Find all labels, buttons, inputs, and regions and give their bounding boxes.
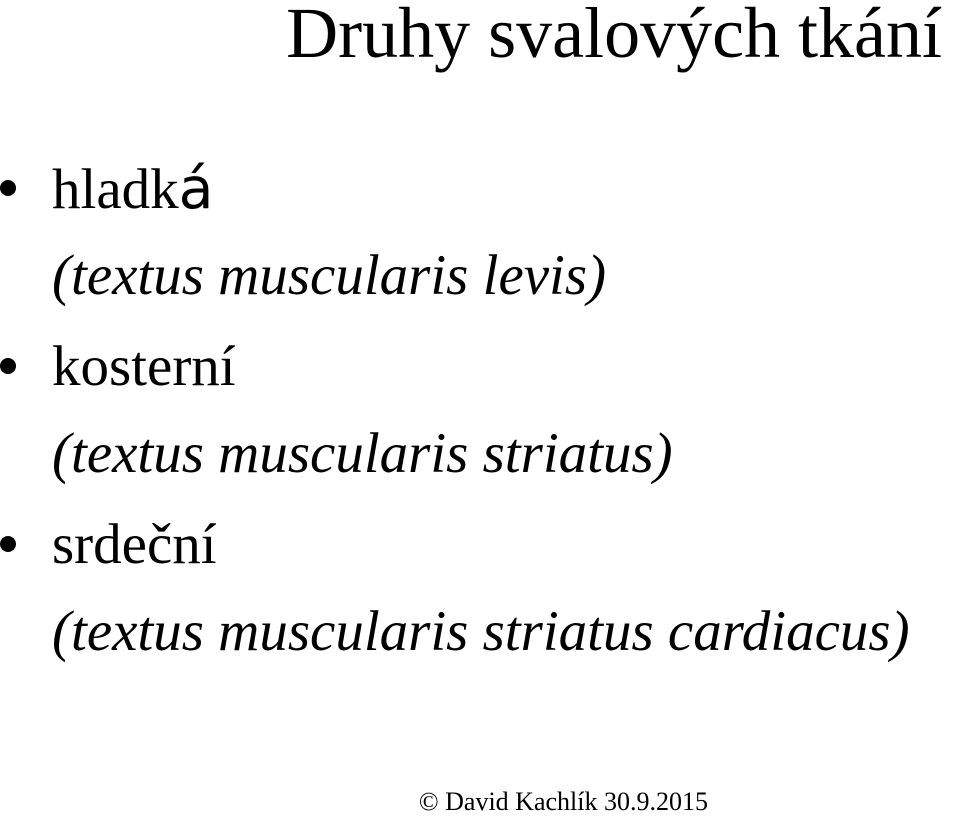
bullet-icon (0, 180, 18, 198)
list-item-cardiac-muscle (0, 506, 960, 684)
item-label: srdeční (52, 513, 217, 576)
item-latin-name: (textus muscularis levis) (52, 244, 607, 307)
bullet-icon (0, 358, 18, 376)
list-item-skeletal-muscle (0, 328, 960, 506)
item-label: hladká (52, 156, 214, 222)
copyright-footer: © David Kachlík 30.9.2015 (418, 787, 708, 816)
slide-title: Druhy svalových tkání (286, 0, 942, 73)
bullet-icon (0, 536, 18, 554)
item-latin-name: (textus muscularis striatus) (52, 422, 673, 485)
bullet-list (0, 150, 960, 684)
list-item-smooth-muscle (0, 150, 960, 328)
item-label: kosterní (52, 335, 236, 398)
item-latin-name: (textus muscularis striatus cardiacus) (52, 600, 910, 663)
